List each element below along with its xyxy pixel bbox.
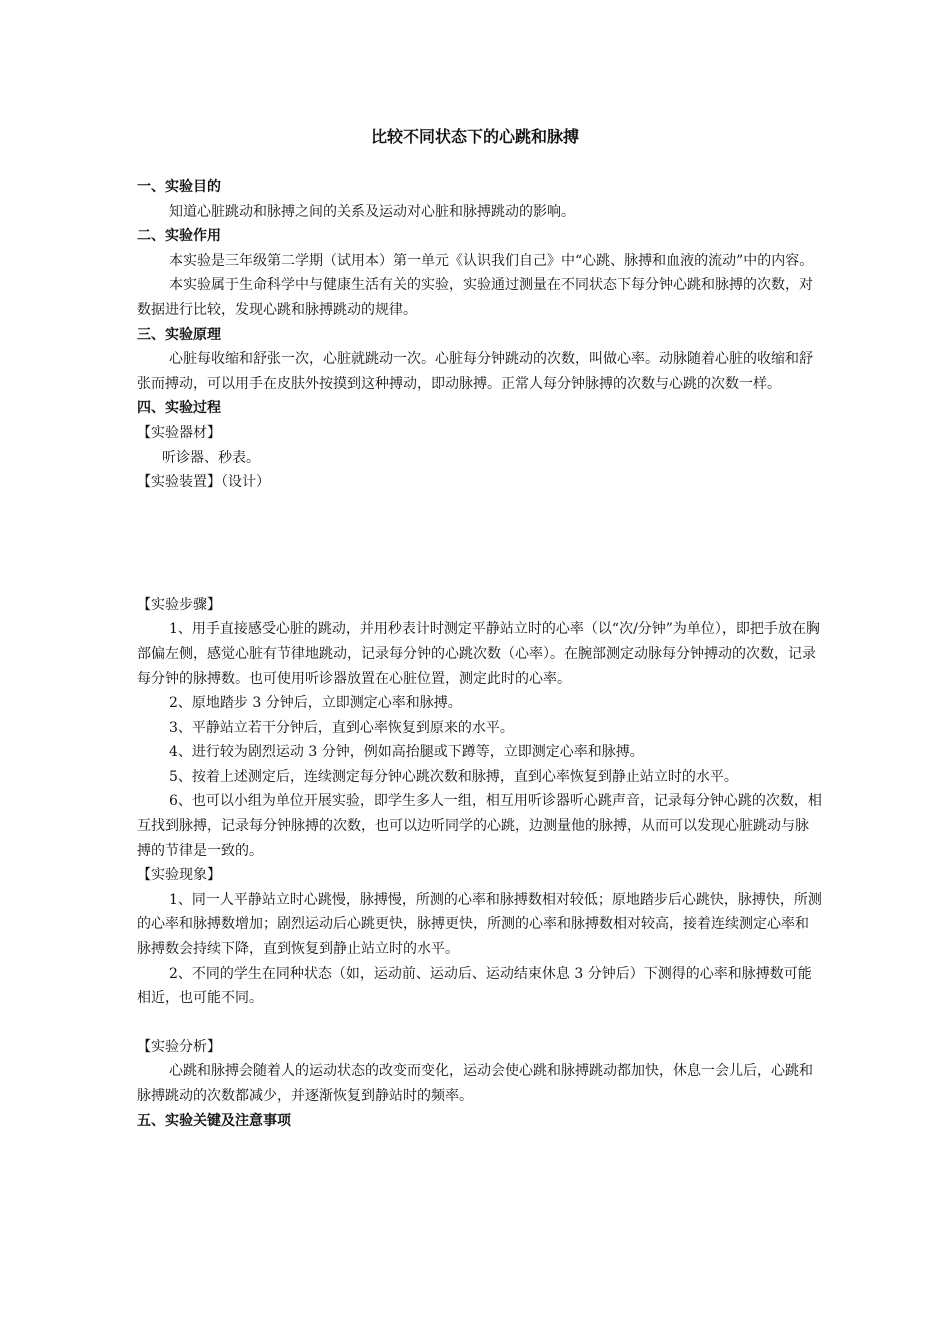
step-item: 2、原地踏步 3 分钟后，立即测定心率和脉搏。 bbox=[169, 695, 462, 712]
section-heading-principle: 三、实验原理 bbox=[137, 326, 221, 343]
phenomenon-item: 2、不同的学生在同种状态（如，运动前、运动后、运动结束休息 3 分钟后）下测得的心率和脉搏数可能相近，也可能不同。 bbox=[137, 965, 812, 1007]
steps-label: 【实验步骤】 bbox=[137, 596, 221, 613]
device-design-space bbox=[137, 495, 822, 593]
document-body bbox=[137, 175, 822, 1133]
role-paragraph-1: 本实验是三年级第二学期（试用本）第一单元《认识我们自己》中“心跳、脉搏和血液的流动”中的内容。 bbox=[169, 252, 814, 269]
role-paragraph-2: 本实验属于生命科学中与健康生活有关的实验，实验通过测量在不同状态下每分钟心跳和脉搏的次数，对数据进行比较，发现心跳和脉搏跳动的规律。 bbox=[137, 277, 813, 318]
section-heading-role: 二、实验作用 bbox=[137, 228, 221, 245]
analysis-paragraph: 心跳和脉搏会随着人的运动状态的改变而变化，运动会使心跳和脉搏跳动都加快，休息一会儿后，心跳和脉搏跳动的次数都减少，并逐渐恢复到静站时的频率。 bbox=[137, 1063, 813, 1104]
document-title: 比较不同状态下的心跳和脉搏 bbox=[370, 127, 579, 146]
principle-paragraph: 心脏每收缩和舒张一次，心脏就跳动一次。心脏每分钟跳动的次数，叫做心率。动脉随着心脏的收缩和舒张而搏动，可以用手在皮肤外按摸到这种搏动，即动脉搏。正常人每分钟脉搏的次数与心跳的次数一样。 bbox=[137, 351, 813, 392]
section-heading-purpose: 一、实验目的 bbox=[137, 179, 221, 195]
device-label: 【实验装置】（设计） bbox=[137, 474, 270, 491]
section-heading-key-points: 五、实验关键及注意事项 bbox=[137, 1112, 291, 1129]
step-item: 3、平静站立若干分钟后，直到心率恢复到原来的水平。 bbox=[169, 719, 514, 736]
analysis-label: 【实验分析】 bbox=[137, 1038, 221, 1055]
step-item: 1、用手直接感受心脏的跳动，并用秒表计时测定平静站立时的心率（以“次/分钟”为单位），即把手放在胸部偏左侧，感觉心脏有节律地跳动，记录每分钟的心跳次数（心率）。在腕部测定动脉每分钟搏动的次数，记录每分钟的脉搏数。也可使用听诊器放置在心脏位置，测定此时的心率。 bbox=[137, 621, 820, 687]
phenomenon-item: 1、同一人平静站立时心跳慢，脉搏慢，所测的心率和脉搏数相对较低；原地踏步后心跳快，脉搏快，所测的心率和脉搏数增加；剧烈运动后心跳更快，脉搏更快，所测的心率和脉搏数相对较高，接着连续测定心率和脉搏数会持续下降，直到恢复到静止站立时的水平。 bbox=[137, 891, 822, 958]
blank-line bbox=[137, 1011, 822, 1035]
step-item: 5、按着上述测定后，连续测定每分钟心跳次数和脉搏，直到心率恢复到静止站立时的水平。 bbox=[169, 768, 738, 785]
phenomena-label: 【实验现象】 bbox=[137, 867, 221, 884]
materials-label: 【实验器材】 bbox=[137, 424, 221, 441]
section-heading-process: 四、实验过程 bbox=[137, 400, 221, 417]
purpose-paragraph: 知道心脏跳动和脉搏之间的关系及运动对心脏和脉搏跳动的影响。 bbox=[169, 203, 575, 220]
step-item: 6、也可以小组为单位开展实验，即学生多人一组，相互用听诊器听心跳声音，记录每分钟心跳的次数，相互找到脉搏，记录每分钟脉搏的次数，也可以边听同学的心跳，边测量他的脉搏，从而可以发现心脏跳动与脉搏的节律是一致的。 bbox=[137, 793, 822, 859]
materials-text: 听诊器、秒表。 bbox=[162, 449, 260, 466]
step-item: 4、进行较为剧烈运动 3 分钟，例如高抬腿或下蹲等，立即测定心率和脉搏。 bbox=[169, 744, 644, 761]
